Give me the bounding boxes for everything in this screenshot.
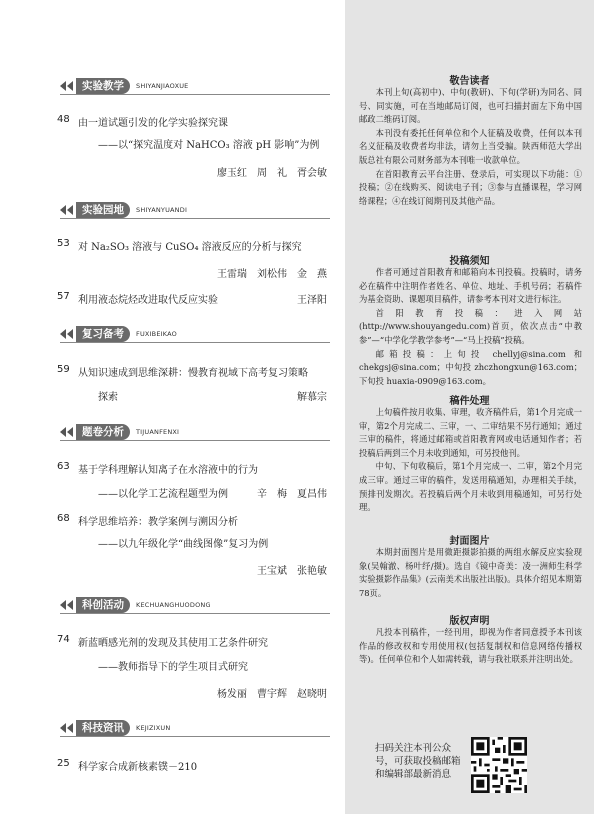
article-title[interactable]: 科学家合成新核素镤－210 [78,762,198,773]
article-title[interactable]: 从知识速成到思维深耕：慢教育视域下高考复习策略 [78,368,308,379]
article-page: 74 [57,634,70,645]
section-title: 题卷分析 [76,424,130,440]
section-header-review [60,326,330,342]
section-title: 科技资讯 [76,720,130,736]
article-page: 59 [57,364,70,375]
section-title: 实验教学 [76,78,130,94]
processing-paragraph: 中旬、下旬收稿后，第1个月完成一、二审，第2个月完成三审。通过三审的稿件，发送用稿通知，办理相关手续，预排刊发期次。若投稿后两个月未收到用稿通知，可另行处理。 [359,461,582,513]
qr-code-icon[interactable] [471,737,527,793]
notice-paragraph: 本刊上旬(高初中)、中旬(教研)、下旬(学研)为同名、同号、同实施，可在当地邮局订阅，也可扫描封面左下角中国邮政二维码订阅。 [359,87,582,125]
article-subtitle: ——以九年级化学“曲线图像”复习为例 [98,539,269,550]
section-pinyin: KECHUANGHUODONG [136,601,211,609]
article-subtitle: ——以化学工艺流程题型为例 [98,489,228,500]
section-pinyin: SHIYANJIAOXUE [136,82,189,90]
article-subtitle: ——以“探究温度对 NaHCO₃ 溶液 pH 影响”为例 [98,140,320,151]
divider [60,94,330,95]
article-page: 68 [57,513,70,524]
cover-paragraph: 本期封面图片是用微距摄影拍摄的两组水解反应实验现象(吴翰澈、杨叶纾/摄)。选自《镜中奇美：凌一洲师生科学实验摄影作品集》(云南美术出版社出版)。具体介绍见本期第78页。 [359,547,582,598]
article-authors: 王雷瑞 刘松伟 金 燕 [217,269,327,280]
article-authors: 廖玉红 周 礼 胥会敏 [217,168,327,179]
section-header-exam-analysis [60,424,330,440]
section-header-innovation [60,597,330,613]
processing-paragraph: 上旬稿件按月收集、审理，收齐稿件后，第1个月完成一审，第2个月完成二、三审，一、二审结果不另行通知；通过三审的稿件，将通过邮箱或首阳教育网或电话通知作者；若投稿后两到三个月未收到通知，可另投他刊。 [359,407,582,458]
article-page: 53 [57,238,70,249]
processing-heading: 稿件处理 [449,396,490,407]
cover-text [359,546,582,600]
info-sidebar [345,0,594,814]
copyright-paragraph: 凡投本刊稿件，一经刊用，即视为作者同意授予本刊该作品的修改权和专用使用权(包括复制权和信息网络传播权等)。任何单位和个人如需转载，请与我社联系并注明出处。 [359,627,582,665]
section-pinyin: KEJIZIXUN [136,724,171,732]
article-page: 25 [57,758,70,769]
article-title[interactable]: 对 Na₂SO₃ 溶液与 CuSO₄ 溶液反应的分析与探究 [78,242,302,253]
double-arrow-icon [60,600,74,610]
article-page: 57 [57,291,70,302]
submission-paragraph: 邮箱投稿：上旬投 chellyj@sina.com 和 chekgsj@sina.com；中旬投 zhczhongxun@163.com；下旬投 huaxia-0909@163.com。 [359,348,582,386]
qr-caption: 扫码关注本刊公众号，可获取投稿邮箱和编辑部最新消息 [375,743,461,780]
submission-text [359,266,582,388]
section-title: 复习备考 [76,326,130,342]
article-authors: 解慕宗 [297,392,327,403]
submission-paragraph: 首阳教育投稿：进入网站(http://www.shouyangedu.com)首页，依次点击“中教参”—“中学化学教学参考”—“马上投稿”投稿。 [359,307,582,345]
section-header-experiment-garden [60,202,330,218]
notice-paragraph: 本刊没有委托任何单位和个人征稿及收费，任何以本刊名义征稿及收费者均非法，请勿上当受骗。陕西师范大学出版总社有限公司财务部为本刊唯一收款单位。 [359,127,582,165]
article-authors: 杨发丽 曹宇辉 赵晓明 [217,689,327,700]
section-title: 实验园地 [76,202,130,218]
divider [60,342,330,343]
article-title[interactable]: 新蓝晒感光剂的发现及其使用工艺条件研究 [78,638,268,649]
article-title[interactable]: 基于学科理解认知离子在水溶液中的行为 [78,465,258,476]
article-title[interactable]: 由一道试题引发的化学实验探究课 [78,118,228,129]
section-title: 科创活动 [76,597,130,613]
article-authors: 王宝斌 张艳敏 [257,566,327,577]
cover-heading: 封面图片 [449,536,490,547]
divider [60,440,330,441]
copyright-heading: 版权声明 [449,616,490,627]
copyright-text [359,626,582,667]
section-pinyin: TIJUANFENXI [136,428,180,436]
article-page: 63 [57,461,70,472]
divider [60,736,330,737]
article-title[interactable]: 利用液态烷烃改进取代反应实验 [78,295,218,306]
double-arrow-icon [60,205,74,215]
processing-text [359,406,582,515]
article-title-continued: 探索 [98,392,118,403]
article-page: 48 [57,114,70,125]
double-arrow-icon [60,723,74,733]
section-header-experiment-teaching [60,78,330,94]
section-header-tech-news [60,720,330,736]
article-authors: 辛 梅 夏昌伟 [257,489,327,500]
divider [60,218,330,219]
divider [60,613,330,614]
double-arrow-icon [60,81,74,91]
double-arrow-icon [60,329,74,339]
section-pinyin: SHIYANYUANDI [136,206,188,214]
submission-heading: 投稿须知 [449,256,490,267]
notice-heading: 敬告读者 [449,76,490,87]
article-title[interactable]: 科学思维培养：教学案例与溯因分析 [78,517,238,528]
notice-text [359,86,582,208]
article-authors: 王泽阳 [297,295,327,306]
notice-paragraph: 在首阳教育云平台注册、登录后，可实现以下功能：①投稿；②在线购买、阅读电子刊；③参与直播课程，学习网络课程；④在线订阅期刊及其他产品。 [359,168,582,206]
section-pinyin: FUXIBEIKAO [136,330,177,338]
double-arrow-icon [60,427,74,437]
article-subtitle: ——教师指导下的学生项目式研究 [98,662,248,673]
submission-paragraph: 作者可通过首阳教育和邮箱向本刊投稿。投稿时，请务必在稿件中注明作者姓名、单位、地址、手机号码；若稿件为基金资助、课题项目稿件，请参考本刊对文进行标注。 [359,267,582,305]
